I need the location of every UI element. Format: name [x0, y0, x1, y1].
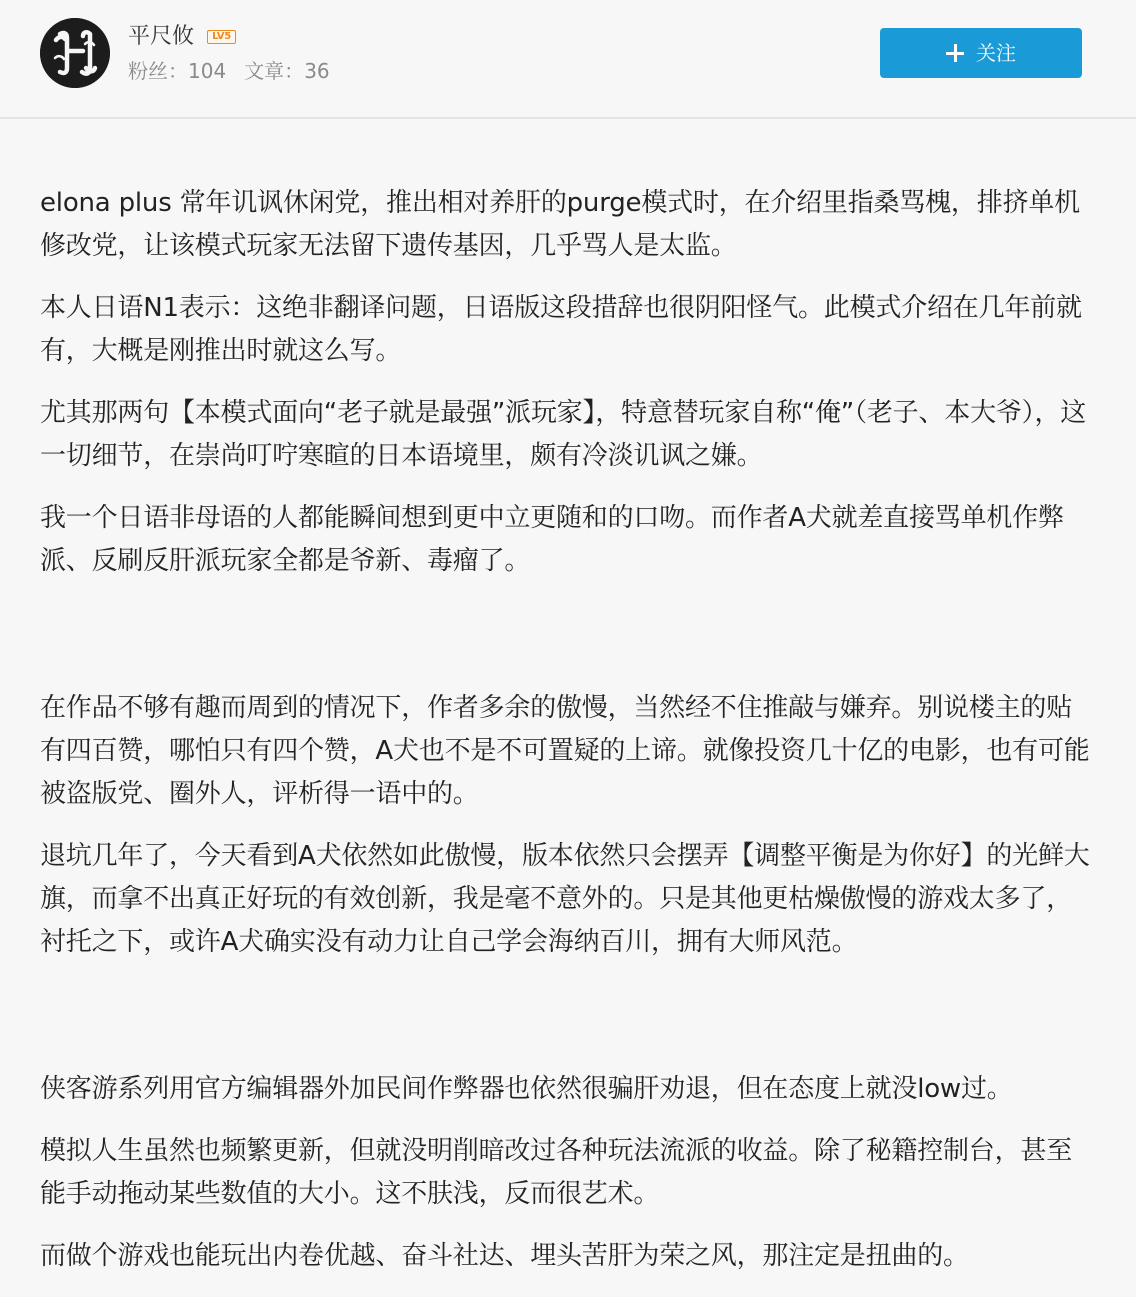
paragraph: elona plus 常年讥讽休闲党，推出相对养肝的purge模式时，在介绍里指桑骂槐，排挤单机修改党，让该模式玩家无法留下遗传基因，几乎骂人是太监。: [40, 188, 1080, 261]
article-body: [40, 182, 1090, 1297]
follow-button[interactable]: [880, 28, 1082, 78]
plus-icon: [946, 44, 964, 62]
paragraph: 退坑几年了，今天看到A犬依然如此傲慢，版本依然只会摆弄【调整平衡是为你好】的光鲜大旗，而拿不出真正好玩的有效创新，我是毫不意外的。只是其他更枯燥傲慢的游戏太多了，衬托之下，或许A犬确实没有动力让自己学会海纳百川，拥有大师风范。: [40, 841, 1090, 957]
avatar-logo-icon: [40, 18, 110, 88]
paragraph: 尤其那两句【本模式面向“老子就是最强”派玩家】，特意替玩家自称“俺”（老子、本大爷），这一切细节，在崇尚叮咛寒暄的日本语境里，颇有冷淡讥讽之嫌。: [40, 398, 1087, 471]
avatar[interactable]: [40, 18, 110, 88]
followers-stat: [128, 57, 226, 85]
section-gap: [40, 983, 1090, 1068]
articles-count: 36: [304, 59, 330, 83]
author-header: [0, 0, 1136, 119]
paragraph: 而做个游戏也能玩出内卷优越、奋斗社达、埋头苦肝为荣之风，那注定是扭曲的。: [40, 1241, 969, 1271]
articles-stat: [244, 57, 329, 85]
paragraph: 模拟人生虽然也频繁更新，但就没明削暗改过各种玩法流派的收益。除了秘籍控制台，甚至能手动拖动某些数值的大小。这不肤浅，反而很艺术。: [40, 1136, 1073, 1209]
section-gap: [40, 602, 1090, 687]
level-badge: LV5: [207, 30, 236, 44]
followers-label: 粉丝：: [128, 59, 188, 83]
articles-label: 文章：: [244, 59, 305, 83]
followers-count: 104: [188, 59, 227, 83]
author-stats: [128, 57, 330, 85]
follow-button-label: 关注: [976, 41, 1016, 65]
author-name[interactable]: 平尺攸: [128, 24, 195, 49]
paragraph: 我一个日语非母语的人都能瞬间想到更中立更随和的口吻。而作者A犬就差直接骂单机作弊派、反刷反肝派玩家全都是爷新、毒瘤了。: [40, 503, 1064, 576]
paragraph: 在作品不够有趣而周到的情况下，作者多余的傲慢，当然经不住推敲与嫌弃。别说楼主的贴有四百赞，哪怕只有四个赞，A犬也不是不可置疑的上谛。就像投资几十亿的电影，也有可能被盗版党、圈外人，评析得一语中的。: [40, 693, 1090, 809]
paragraph: 本人日语N1表示：这绝非翻译问题，日语版这段措辞也很阴阳怪气。此模式介绍在几年前就有，大概是刚推出时就这么写。: [40, 293, 1082, 366]
paragraph: 侠客游系列用官方编辑器外加民间作弊器也依然很骗肝劝退，但在态度上就没low过。: [40, 1074, 1013, 1104]
